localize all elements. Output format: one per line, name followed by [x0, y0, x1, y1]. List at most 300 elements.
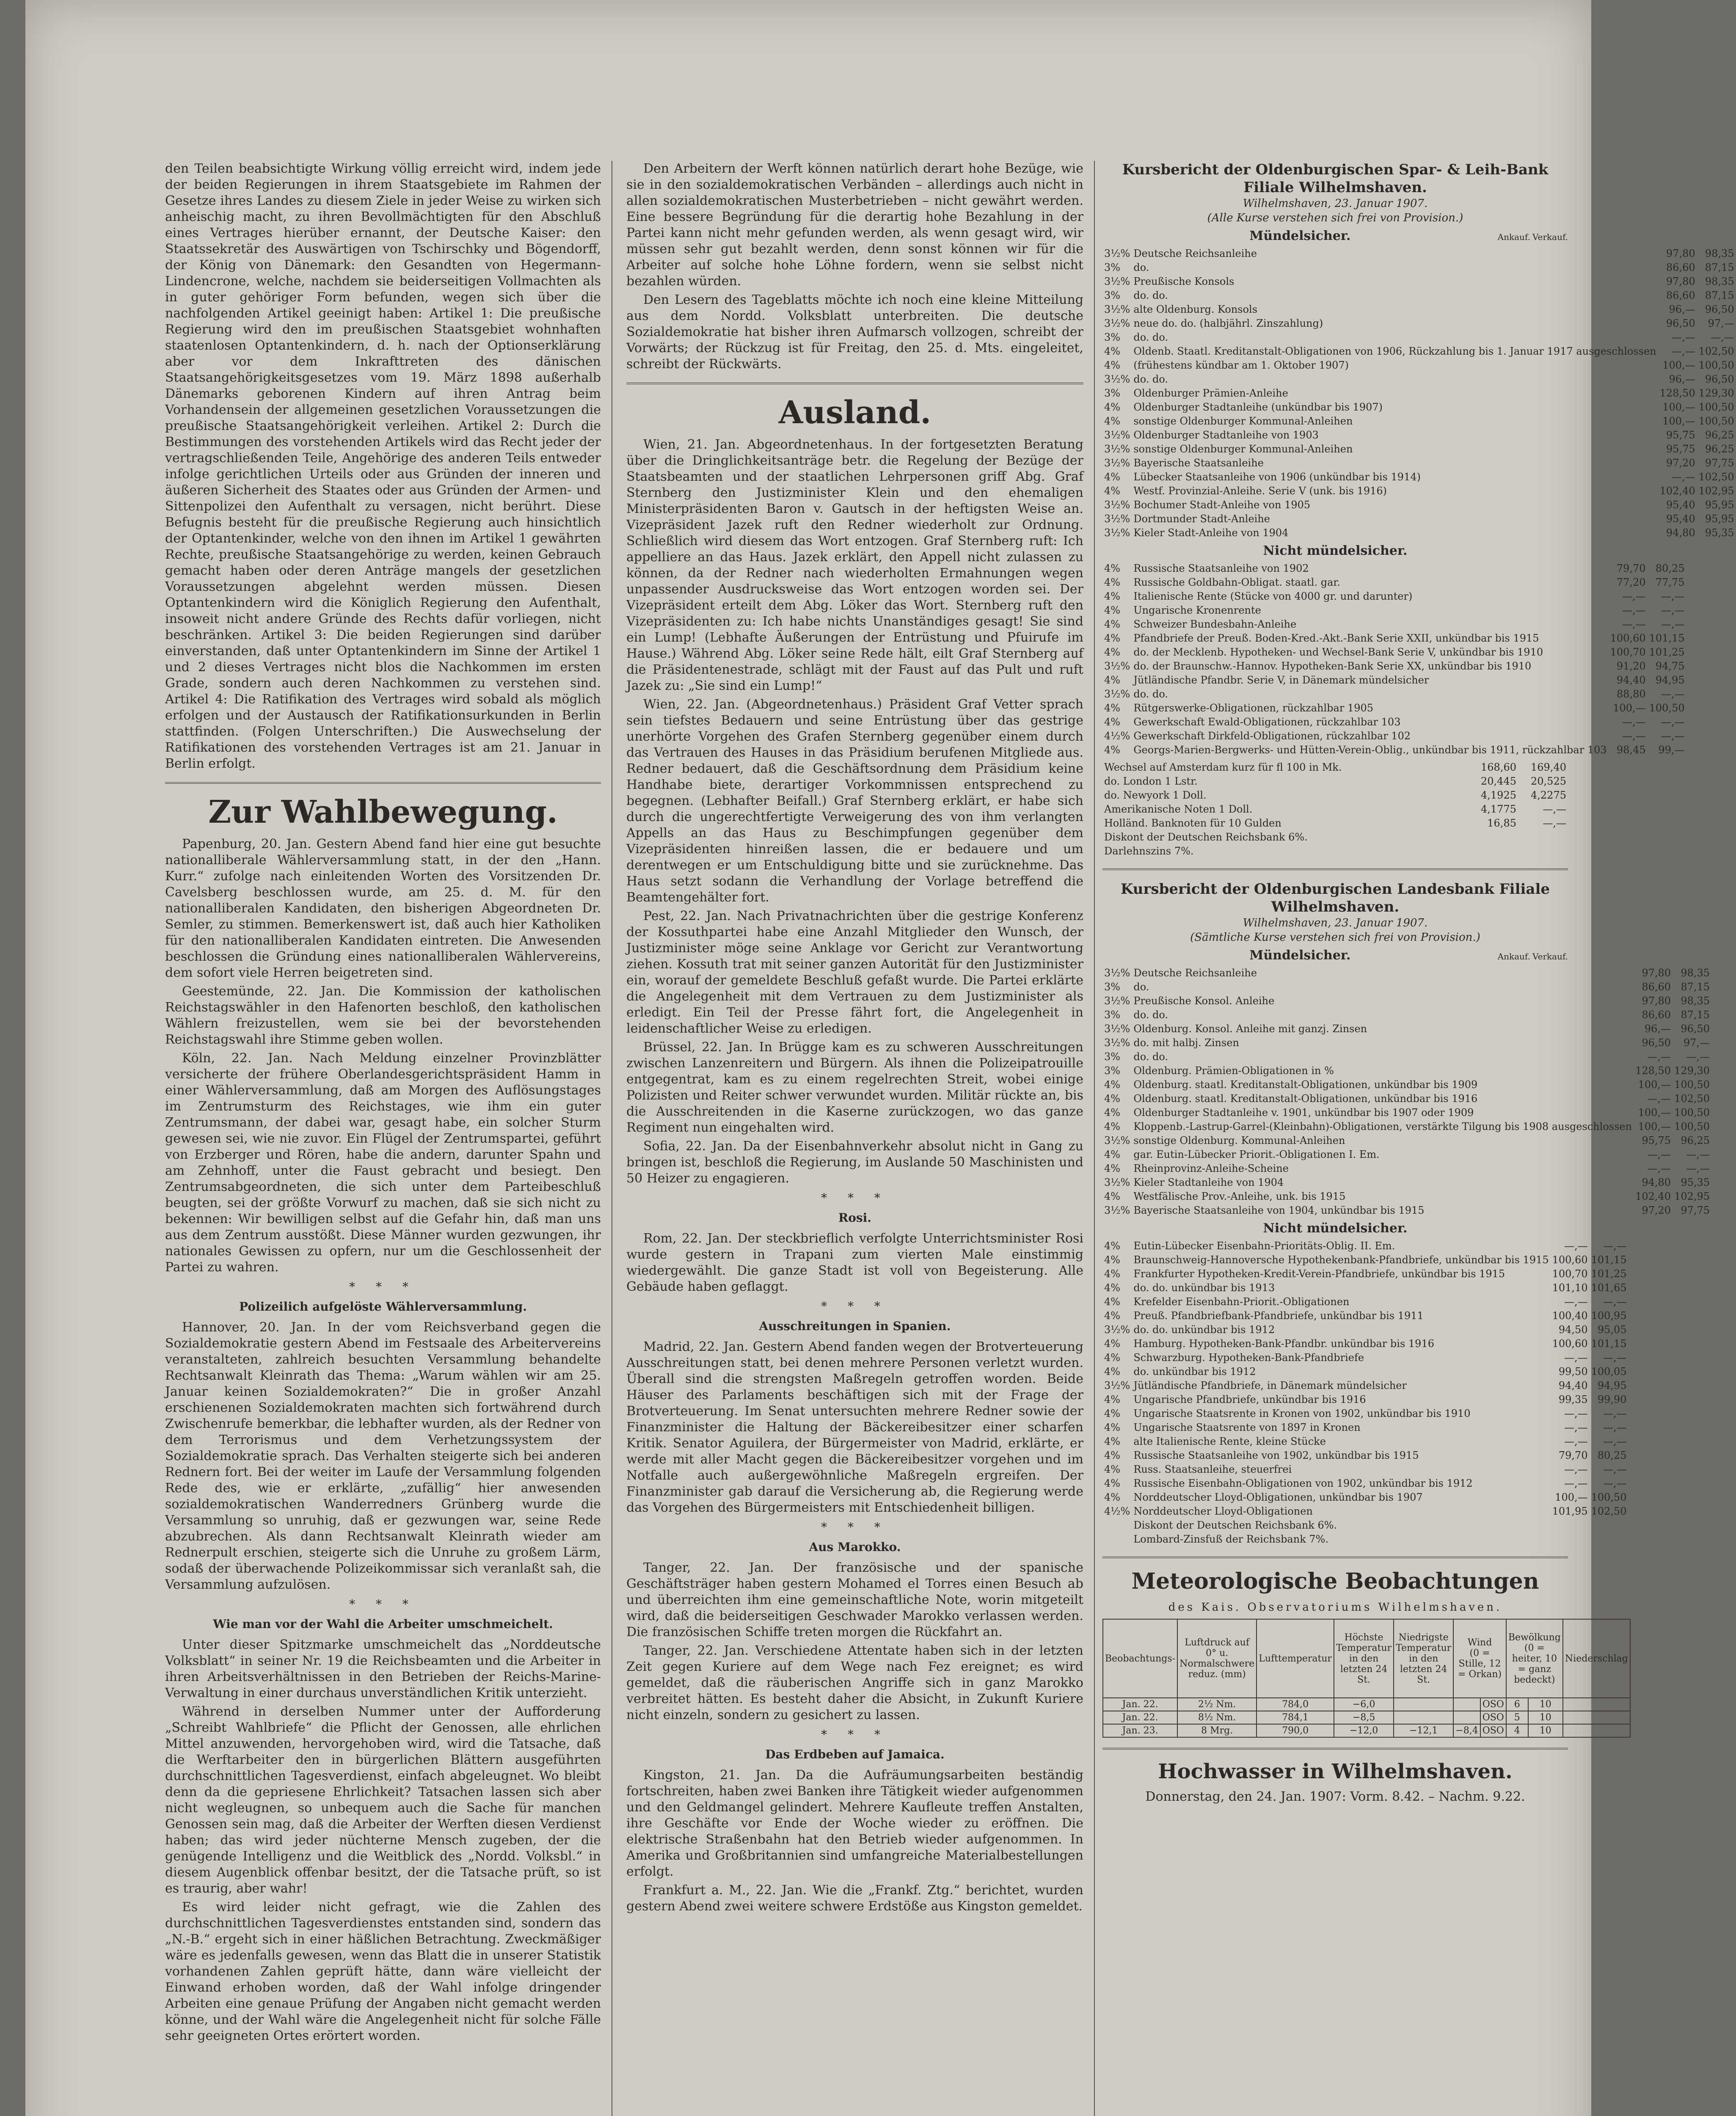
table-cell: 100,— [1638, 1121, 1671, 1132]
table-cell: 94,80 [1642, 1176, 1671, 1188]
table-row [1102, 428, 1736, 442]
table-row [1102, 994, 1711, 1008]
table-cell: 87,15 [1681, 981, 1710, 993]
column-2 [626, 161, 1083, 1917]
table-cell [1453, 1698, 1480, 1711]
table-cell: OSO [1480, 1698, 1506, 1711]
article-paragraph: Rom, 22. Jan. Der steckbrieflich verfolgte Unterrichtsminister Rosi wurde gestern in Trapani zum vierten Male einstimmig wiedergewählt. Die ganze Stadt ist voll von Begeisterung. Alle Gebäude haben geflaggt. [626, 1231, 1083, 1294]
table-cell: Oldenburg. staatl. Kreditanstalt-Obligationen, unkündbar bis 1916 [1133, 1093, 1478, 1105]
subhead-arbeiter: Wie man vor der Wahl die Arbeiter umschmeichelt. [213, 1617, 553, 1631]
table-cell: do. do. [1133, 289, 1168, 301]
table-row [1103, 1711, 1630, 1724]
table-row [1102, 1337, 1629, 1351]
table-cell: Darlehnszins 7%. [1104, 845, 1194, 857]
table-cell: 102,95 [1674, 1190, 1710, 1202]
table-row [1102, 673, 1686, 687]
table-cell: 101,25 [1591, 1268, 1627, 1280]
table-cell: 96,50 [1681, 1023, 1710, 1035]
col-verkauf: Verkauf. [1532, 951, 1568, 962]
table-cell: 86,60 [1642, 981, 1671, 993]
table-row [1103, 1698, 1630, 1711]
table-cell: —,— [1661, 590, 1685, 602]
table-cell: —,— [1564, 1435, 1588, 1447]
table-cell: 91,20 [1616, 660, 1646, 672]
table-cell: 100,50 [1698, 359, 1734, 371]
table-cell: 102,50 [1698, 471, 1734, 483]
table-row [1102, 1449, 1629, 1463]
heading-nicht-muendelsicher: Nicht mündelsicher. [1263, 1221, 1408, 1236]
table-row [1102, 715, 1686, 729]
table-cell: 100,— [1662, 415, 1695, 427]
met-table [1102, 1619, 1631, 1738]
table-cell: Norddeutscher Lloyd-Obligationen, unkündbar bis 1907 [1133, 1491, 1423, 1503]
table-cell: Westf. Provinzial-Anleihe. Serie V (unk. bis 1916) [1133, 485, 1387, 497]
met-header: Niedrigste Temperatur in den letzten 24 St. [1394, 1619, 1453, 1698]
table-cell: 3% [1104, 262, 1121, 273]
table-cell: 100,50 [1674, 1107, 1710, 1119]
table-cell: Eutin-Lübecker Eisenbahn-Prioritäts-Oblig. II. Em. [1133, 1240, 1395, 1252]
table-cell: (frühestens kündbar am 1. Oktober 1907) [1133, 359, 1349, 371]
kursbericht-spar-date: Wilhelmshaven, 23. Januar 1907. [1243, 197, 1428, 210]
article-paragraph: Pest, 22. Jan. Nach Privatnachrichten über die gestrige Konferenz der Kossuthpartei habe eine Anzahl Mitglieder den Wunsch, der Justizminister möge seine Anklage vor Gericht zur Verantwortung ziehen. Kossuth trat mit seiner ganzen Autorität für den Justizminister ein, worauf der gemeldete Beschluß gefaßt wurde. Die Partei erklärte die Angelegenheit mit dem Vertrauen zu dem Justizminister als erledigt. Ein Teil der Presse fährt fort, die Angelegenheit in leidenschaftlicher Weise zu erledigen. [626, 909, 1083, 1036]
table-cell: 95,40 [1666, 499, 1695, 511]
table-cell: 86,60 [1666, 289, 1695, 301]
table-row [1102, 1204, 1711, 1218]
separator-stars: * * * [821, 1520, 889, 1534]
table-cell: Schwarzburg. Hypotheken-Bank-Pfandbriefe [1133, 1352, 1364, 1364]
subhead-rosi: Rosi. [838, 1211, 872, 1225]
table-cell: 3% [1104, 387, 1121, 399]
kursbericht-lb-note: (Sämtliche Kurse verstehen sich frei von Provision.) [1190, 931, 1480, 944]
table-cell: 4% [1104, 1463, 1121, 1475]
table-row [1102, 1190, 1711, 1204]
table-cell: 4% [1104, 646, 1121, 658]
subhead-jamaica: Das Erdbeben auf Jamaica. [765, 1747, 945, 1761]
table-cell: —,— [1603, 1435, 1627, 1447]
table-cell: 4% [1104, 1408, 1121, 1419]
table-cell: —,— [1661, 688, 1685, 700]
table-cell: —,— [1647, 1093, 1671, 1105]
table-cell: 3½% [1104, 995, 1130, 1007]
table-cell: Jan. 22. [1103, 1698, 1177, 1711]
kursbericht-spar-title: Kursbericht der Oldenburgischen Spar- & Leih-Bank Filiale Wilhelmshaven. [1122, 161, 1549, 196]
table-cell: Oldenburger Stadtanleihe (unkündbar bis 1907) [1133, 401, 1383, 413]
table-cell: —,— [1564, 1422, 1588, 1433]
table-cell: −6,0 [1334, 1698, 1394, 1711]
table-cell: 3½% [1104, 1023, 1130, 1035]
table-cell: 4% [1104, 1449, 1121, 1461]
table-cell: 77,75 [1655, 576, 1685, 588]
table-cell: Wechsel auf Amsterdam kurz für fl 100 in Mk. [1104, 761, 1342, 773]
table-cell: 101,15 [1591, 1254, 1627, 1266]
table-cell: 94,80 [1666, 527, 1695, 539]
table-cell: —,— [1603, 1463, 1627, 1475]
table-cell: 95,05 [1597, 1324, 1627, 1336]
table-cell: 101,95 [1552, 1505, 1588, 1517]
article-paragraph: Den Arbeitern der Werft können natürlich derart hohe Bezüge, wie sie in den sozialdemokratischen Verbänden – allerdings auch nicht in allen sozialdemokratischen Musterbetrieben – nicht gewährt werden. Eine bessere Begründung für die derartig hohe Bezahlung in der Partei kann nicht mehr gefunden werden, als wenn gesagt wird, wir müssen sehr gut bezahlt werden, denn sonst können wir für die Arbeiter auf solche hohe Löhne fordern, wenn sie selbst nicht bezahlen würden. [626, 161, 1083, 289]
table-row [1102, 331, 1736, 344]
table-cell: 3% [1104, 1065, 1121, 1077]
table-cell: 6 [1506, 1698, 1528, 1711]
article-paragraph: Geestemünde, 22. Jan. Die Kommission der katholischen Reichstagswähler in den Hafenorten beschloß, den katholischen Wählern freizustellen, wem sie bei der bevorstehenden Reichstagswahl ihre Stimme geben wollen. [165, 984, 601, 1047]
table-cell [1563, 1724, 1630, 1737]
table-cell: Schweizer Bundesbahn-Anleihe [1133, 618, 1297, 630]
table-cell: −8,5 [1334, 1711, 1394, 1724]
table-cell: Kloppenb.-Lastrup-Garrel-(Kleinbahn)-Obligationen, verstärkte Tilgung bis 1908 ausgeschlossen [1133, 1121, 1632, 1132]
table-cell: 3½% [1104, 457, 1130, 469]
table-cell: —,— [1543, 817, 1566, 829]
table-cell: 94,95 [1655, 674, 1685, 686]
table-cell: 4% [1104, 1477, 1121, 1489]
table-cell: 97,80 [1642, 995, 1671, 1007]
table-cell: 100,— [1638, 1079, 1671, 1091]
article-paragraph: Brüssel, 22. Jan. In Brügge kam es zu schweren Ausschreitungen zwischen Lanzenreitern und Bürgern. Als ihnen die Polizeipatrouille entgegentrat, kam es zu einem regelrechten Streit, wobei einige Polizisten und Reiter schwer verwundet wurden. Militär rückte an, bis die Ausschreitenden in die Kaserne zurückzogen, wo das ganze Regiment nun eingehalten wird. [626, 1040, 1083, 1135]
table-cell: 100,70 [1552, 1268, 1588, 1280]
table-cell: 101,15 [1649, 632, 1685, 644]
table-cell [1468, 830, 1518, 844]
table-row [1102, 631, 1686, 645]
met-header: Bewölkung (0 = heiter, 10 = ganz bedeckt) [1506, 1619, 1563, 1698]
table-cell: 100,50 [1674, 1121, 1710, 1132]
table-cell: 102,40 [1659, 485, 1695, 497]
table-cell: do. do. unkündbar bis 1913 [1133, 1282, 1275, 1294]
table-cell: —,— [1603, 1352, 1627, 1364]
table-cell: OSO [1480, 1711, 1506, 1724]
table-cell: —,— [1647, 1051, 1671, 1063]
separator-stars: * * * [821, 1728, 889, 1741]
table-cell: Jütländische Pfandbr. Serie V, in Dänemark mündelsicher [1133, 674, 1429, 686]
table-cell: −8,4 [1453, 1724, 1480, 1737]
table-cell: 96,— [1669, 303, 1695, 315]
section-title-ausland: Ausland. [778, 394, 931, 431]
spar-table-muendel [1102, 247, 1736, 540]
spar-table-wechsel [1102, 760, 1568, 858]
table-cell: 80,25 [1597, 1449, 1627, 1461]
table-cell: 3½% [1104, 1176, 1130, 1188]
table-row [1102, 317, 1736, 331]
treaty-text: den Teilen beabsichtigte Wirkung völlig erreicht wird, indem jede der beiden Regierungen in ihrem Staatsgebiete im Rahmen der Gesetze ihres Landes zu diesem Ziele in jeder Weise zu wirken sich anheischig macht, zu ihren Bevollmächtigten für den Abschluß eines Vertrages hierüber ernannt, der Deutsche Kaiser: den Staatssekretär des Auswärtigen von Tschirschky und Bögendorff, der König von Dänemark: den Gesandten von Hegermann-Lindencrone, welche, nachdem sie beiderseitigen Vollmachten als in guter gehöriger Form befunden, wegen sich über die nachfolgenden Artikel geeinigt haben: Artikel 1: Die preußische Regierung wird den im preußischen Staatsgebiet wohnhaften staatenlosen Optantenkindern, d. h. nach der Optionserklärung aber vor dem Inkrafttreten des dänischen Staatsangehörigkeitsgesetzes vom 19. März 1898 außerhalb Dänemarks geborenen Kindern auf ihren Antrag beim Vorhandensein der allgemeinen gesetzlichen Voraussetzungen die preußische Staatsangehörigkeit verleihen. Artikel 2: Durch die Bestimmungen des vorstehenden Artikels wird das Recht jeder der vertragschließenden Teile, Angehörige des anderen Teils entweder infolge gerichtlichen Urteils oder aus Gründen der inneren und äußeren Sicherheit des Staates oder aus Gründen der Armen- und Sittenpolizei den Aufenthalt zu versagen, nicht berührt. Diese Befugnis besteht für die preußische Regierung auch hinsichtlich der Optantenkinder, welche von den ihnen im Artikel 1 gewährten Rechte, preußische Staatsangehörige zu werden, keinen Gebrauch gemacht haben oder deren Anträge mangels der gesetzlichen Voraussetzungen abgelehnt werden müssen. Diesen Optantenkindern wird die Königlich Regierung den Aufenthalt, insoweit nicht andere Gründe des Rechts dafür vorliegen, nicht beschränken. Artikel 3: Die beiden Regierungen sind darüber einverstanden, daß unter Optantenkindern im Sinne der Artikel 1 und 2 dieses Vertrages nicht blos die Nachkommen im ersten Grade, sondern auch deren Nachkommen zu verstehen sind. Artikel 4: Die Ratifikation des Vertrages wird sobald als möglich erfolgen und der Austausch der Ratifikationsurkunden in Berlin stattfinden. (Folgen Unterschriften.) Die Auswechselung der Ratifikationen des vorstehenden Vertrages ist am 21. Januar in Berlin erfolgt. [165, 161, 601, 771]
table-cell: 5 [1506, 1711, 1528, 1724]
lb-table-nicht-muendel [1102, 1239, 1629, 1546]
table-row [1102, 743, 1686, 757]
table-row [1102, 1267, 1629, 1281]
table-cell: do. unkündbar bis 1912 [1133, 1366, 1256, 1378]
table-cell: Italienische Rente (Stücke von 4000 gr. und darunter) [1133, 590, 1413, 602]
table-cell: 10 [1528, 1711, 1563, 1724]
table-row [1102, 372, 1736, 386]
table-row [1102, 1491, 1629, 1504]
table-row [1102, 980, 1711, 994]
lb-table-muendel [1102, 966, 1711, 1218]
table-cell: 4% [1104, 1491, 1121, 1503]
met-subtitle: des Kais. Observatoriums Wilhelmshaven. [1168, 1601, 1502, 1614]
met-header-wind: Wind (0 = Stille, 12 = Orkan) [1453, 1619, 1506, 1698]
table-row [1102, 830, 1568, 844]
table-cell: 16,85 [1487, 817, 1516, 829]
table-cell: 4% [1104, 345, 1121, 357]
table-cell: —,— [1543, 803, 1566, 815]
table-row [1102, 729, 1686, 743]
table-cell: —,— [1603, 1240, 1627, 1252]
table-cell: 97,75 [1705, 457, 1734, 469]
table-row [1102, 816, 1568, 830]
table-cell: 4% [1104, 1163, 1121, 1174]
table-row [1102, 386, 1736, 400]
table-cell [1590, 1518, 1629, 1532]
table-cell: —,— [1671, 471, 1695, 483]
table-cell: 3% [1104, 1009, 1121, 1021]
table-cell: Russische Staatsanleihe von 1902, unkündbar bis 1915 [1133, 1449, 1419, 1461]
table-cell: Deutsche Reichsanleihe [1133, 967, 1257, 979]
table-cell: Ungarische Staatsrente von 1897 in Kronen [1133, 1422, 1361, 1433]
table-cell: —,— [1564, 1408, 1588, 1419]
table-cell: 4% [1104, 1296, 1121, 1308]
table-cell [1394, 1711, 1453, 1724]
table-row [1102, 275, 1736, 289]
table-cell: 97,— [1683, 1037, 1710, 1049]
table-cell: do. do. [1133, 331, 1168, 343]
section-rule [1102, 1557, 1568, 1558]
table-cell: 102,95 [1698, 485, 1734, 497]
table-cell: Russische Goldbahn-Obligat. staatl. gar. [1133, 576, 1340, 588]
column-divider [1094, 161, 1095, 2116]
table-cell: —,— [1603, 1422, 1627, 1433]
table-cell: 4% [1104, 702, 1121, 714]
table-cell [1518, 830, 1568, 844]
table-cell: 97,20 [1666, 457, 1695, 469]
table-row [1102, 484, 1736, 498]
table-cell: 3½% [1104, 317, 1130, 329]
kursbericht-lb-title: Kursbericht der Oldenburgischen Landesbank Filiale Wilhelmshaven. [1120, 881, 1550, 915]
table-cell: 100,60 [1610, 632, 1646, 644]
article-paragraph: Es wird leider nicht gefragt, wie die Zahlen des durchschnittlichen Tagesverdienstes entstanden sind, sondern das „N.-B.“ ergeht sich in einer häßlichen Betrachtung. Zweckmäßiger wäre es jedenfalls gewesen, wenn das Blatt die in unserer Statistik vorhandenen Zahlen geprüft hätte, dann wäre vielleicht der Einwand erhoben worden, daß der Wahl infolge dringender Arbeiten eine genaue Prüfung der Angaben nicht gemacht werden könne, und der Wahl wäre die Angelegenheit nicht für solche Fälle sehr geeigneten Ortes erörtert worden. [165, 1900, 601, 2043]
table-row [1102, 1295, 1629, 1309]
table-cell: 94,50 [1558, 1324, 1588, 1336]
table-row [1102, 1134, 1711, 1148]
table-cell: 3½% [1104, 429, 1130, 441]
table-cell: 3% [1104, 289, 1121, 301]
article-paragraph: Frankfurt a. M., 22. Jan. Wie die „Frankf. Ztg.“ berichtet, wurden gestern Abend zwei weitere schwere Erdstöße aus Kingston gemeldet. [626, 1883, 1083, 1914]
table-cell: do. [1133, 262, 1149, 273]
table-cell: 4% [1104, 1268, 1121, 1280]
table-cell: —,— [1661, 730, 1685, 742]
table-cell: Bochumer Stadt-Anleihe von 1905 [1133, 499, 1311, 511]
table-cell: 96,25 [1705, 429, 1734, 441]
table-cell: 101,65 [1591, 1282, 1627, 1294]
table-cell: 4% [1104, 485, 1121, 497]
table-cell: 97,80 [1666, 248, 1695, 259]
table-row [1102, 645, 1686, 659]
table-cell: 2½ Nm. [1177, 1698, 1257, 1711]
table-cell: —,— [1564, 1296, 1588, 1308]
table-row [1102, 966, 1711, 980]
table-cell: 790,0 [1257, 1724, 1334, 1737]
table-cell: Jütländische Pfandbriefe, in Dänemark mündelsicher [1133, 1380, 1407, 1391]
table-cell: 102,50 [1674, 1093, 1710, 1105]
table-cell: Lübecker Staatsanleihe von 1906 (unkündbar bis 1914) [1133, 471, 1421, 483]
table-row [1102, 1008, 1711, 1022]
table-cell: 86,60 [1666, 262, 1695, 273]
table-row [1102, 261, 1736, 275]
table-cell: 4% [1104, 618, 1121, 630]
heading-muendelsicher: Mündelsicher. [1249, 229, 1351, 243]
table-cell: 4% [1104, 1093, 1121, 1105]
table-cell: 96,50 [1705, 373, 1734, 385]
table-cell: 4% [1104, 1310, 1121, 1322]
table-cell: Jan. 23. [1103, 1724, 1177, 1737]
table-cell: Preuß. Pfandbriefbank-Pfandbriefe, unkündbar bis 1911 [1133, 1310, 1424, 1322]
subhead-polizei: Polizeilich aufgelöste Wählerversammlung. [239, 1300, 527, 1314]
article-paragraph: Unter dieser Spitzmarke umschmeichelt das „Norddeutsche Volksblatt“ in seiner Nr. 19 die Reichsbeamten und die Arbeiter in ihren Arbeitsverhältnissen in den Betrieben der Reichs-Marine-Verwaltung in einer durchaus unverständlichen Kritik unterzieht. [165, 1637, 601, 1700]
article-paragraph: Den Lesern des Tageblatts möchte ich noch eine kleine Mitteilung aus dem Nordd. Volksblatt unterbreiten. Die deutsche Sozialdemokratie hat bisher ihren Aufmarsch vollzogen, schreibt der Vorwärts; der Rückzug ist für Freitag, den 25. d. Mts. eingeleitet, schreibt der Rückwärts. [626, 292, 1083, 372]
table-cell: do. [1133, 981, 1149, 993]
table-row [1102, 1407, 1629, 1421]
table-cell: 4% [1104, 415, 1121, 427]
table-cell: 3½% [1104, 276, 1130, 287]
table-row [1102, 470, 1736, 484]
table-cell: 100,50 [1591, 1491, 1627, 1503]
table-cell: Rheinprovinz-Anleihe-Scheine [1133, 1163, 1289, 1174]
table-cell: 96,25 [1705, 443, 1734, 455]
table-cell: 4% [1104, 1282, 1121, 1294]
table-row [1102, 526, 1736, 540]
table-cell: 3½% [1104, 1324, 1130, 1336]
table-cell: 169,40 [1531, 761, 1566, 773]
article-paragraph: Tanger, 22. Jan. Der französische und der spanische Geschäftsträger haben gestern Mohamed el Torres einen Besuch ab und überreichten ihm eine gemeinschaftliche Note, worin mitgeteilt wird, daß die beiderseitigen Geschwader Marokko verlassen werden. Die französischen Schiffe treten morgen die Rückfahrt an. [626, 1560, 1083, 1639]
table-cell: 3% [1104, 331, 1121, 343]
table-row [1102, 774, 1568, 788]
table-cell: Ungarische Pfandbriefe, unkündbar bis 1916 [1133, 1394, 1366, 1405]
table-cell: —,— [1661, 716, 1685, 728]
table-row [1102, 1050, 1711, 1064]
table-cell: 4% [1104, 1240, 1121, 1252]
table-cell: −12,1 [1394, 1724, 1453, 1737]
article-paragraph: Wien, 21. Jan. Abgeordnetenhaus. In der fortgesetzten Beratung über die Dringlichkeitsanträge betr. die Regelung der Bezüge der Staatsbeamten und der staatlichen Lehrpersonen griff Abg. Graf Sternberg den Justizminister Klein und den ehemaligen Ministerpräsidenten Baron v. Gautsch in der heftigsten Weise an. Vizepräsident Jazek ruft den Redner wiederholt zur Ordnung. Schließlich wird diesem das Wort entzogen. Graf Sternberg ruft: Ich appelliere an das Haus. Jazek erklärt, den Appell nicht zulassen zu können, da der Redner nach wiederholten Ermahnungen wegen unpassender Ausdrucksweise das Wort entzogen worden sei. Der Vizepräsident erteilt dem Abg. Löker das Wort. Sternberg ruft den Vizepräsidenten zu: Ich habe nichts Unanständiges gesagt! Sie sind ein Lump! (Lebhafte Äußerungen der Entrüstung und Pfuirufe im Hause.) Während Abg. Löker seine Rede hält, eilt Graf Sternberg auf die Präsidentenestrade, schlägt mit der Faust auf das Pult und ruft Jazek zu: „Sie sind ein Lump!“ [626, 437, 1083, 693]
table-cell: 96,— [1644, 1023, 1671, 1035]
table-row [1102, 1351, 1629, 1365]
table-cell: 87,15 [1705, 262, 1734, 273]
article-paragraph: Kingston, 21. Jan. Da die Aufräumungsarbeiten beständig fortschreiten, haben zwei Banken ihre Tätigkeit wieder aufgenommen und den Geldmangel gelindert. Mehrere Kaufleute treffen Anstalten, ihre Geschäfte vor Ende der Woche wieder zu eröffnen. Die elektrische Straßenbahn hat den Betrieb wieder aufgenommen. In Amerika und Großbritannien sind umfangreiche Materialbestellungen erfolgt. [626, 1768, 1083, 1879]
table-row [1102, 498, 1736, 512]
table-cell: 100,— [1555, 1491, 1588, 1503]
table-cell: 4% [1104, 562, 1121, 574]
table-row [1102, 400, 1736, 414]
table-row [1102, 562, 1686, 576]
table-cell: 4% [1104, 1149, 1121, 1160]
table-cell: —,— [1686, 1163, 1710, 1174]
table-cell: 128,50 [1659, 387, 1695, 399]
table-cell: 100,05 [1591, 1366, 1627, 1378]
table-cell: 168,60 [1481, 761, 1516, 773]
table-cell: 129,30 [1674, 1065, 1710, 1077]
table-cell: 101,15 [1591, 1338, 1627, 1350]
table-cell: sonstige Oldenburger Kommunal-Anleihen [1133, 415, 1353, 427]
table-cell: 3½% [1104, 499, 1130, 511]
article-paragraph: Sofia, 22. Jan. Da der Eisenbahnverkehr absolut nicht in Gang zu bringen ist, beschloß die Regierung, im Auslande 50 Maschinisten und 50 Heizer zu engagieren. [626, 1139, 1083, 1186]
table-row [1102, 1064, 1711, 1078]
table-cell: alte Italienische Rente, kleine Stücke [1133, 1435, 1326, 1447]
table-cell: Oldenburger Prämien-Anleihe [1133, 387, 1288, 399]
table-cell: 4,1775 [1481, 803, 1516, 815]
table-cell: sonstige Oldenburger Kommunal-Anleihen [1133, 443, 1353, 455]
table-cell: Pfandbriefe der Preuß. Boden-Kred.-Akt.-Bank Serie XXII, unkündbar bis 1915 [1133, 632, 1539, 644]
table-cell: 95,75 [1642, 1135, 1671, 1146]
column-3 [1102, 161, 1734, 1804]
table-cell: 4 [1506, 1724, 1528, 1737]
table-cell: 96,50 [1642, 1037, 1671, 1049]
section-rule [1102, 1748, 1568, 1750]
table-cell: Lombard-Zinsfuß der Reichsbank 7%. [1133, 1533, 1329, 1545]
table-cell: 4% [1104, 1338, 1121, 1350]
table-cell: Oldenburger Stadtanleihe von 1903 [1133, 429, 1319, 441]
table-cell: 3% [1104, 981, 1121, 993]
table-cell: 3½% [1104, 513, 1130, 525]
table-cell: Krefelder Eisenbahn-Priorit.-Obligationen [1133, 1296, 1350, 1308]
table-cell: do. do. [1133, 688, 1168, 700]
table-cell: —,— [1564, 1463, 1588, 1475]
table-cell: 97,20 [1642, 1204, 1671, 1216]
table-cell: 10 [1528, 1698, 1563, 1711]
table-cell: 20,525 [1531, 775, 1566, 787]
table-row [1102, 358, 1736, 372]
table-cell: 4½% [1104, 730, 1130, 742]
article-paragraph: Papenburg, 20. Jan. Gestern Abend fand hier eine gut besuchte nationalliberale Wählerversammlung statt, in der den „Hann. Kurr.“ zufolge nach einleitenden Worten des Vorsitzenden Dr. Cavelsberg beschlossen wurde, am 25. d. M. für den nationalliberalen Kandidaten, den bisherigen Abgeordneten Dr. Semler, zu stimmen. Bemerkenswert ist, daß auch hier Katholiken für den nationalliberalen Kandidaten eintreten. Die Anwesenden beschlossen die Gründung eines nationalliberalen Wählervereins, dem sofort viele Herren beigetreten sind. [165, 837, 601, 980]
table-cell: 3½% [1104, 303, 1130, 315]
table-cell: 3½% [1104, 1380, 1130, 1391]
table-cell: 98,35 [1705, 248, 1734, 259]
table-cell: Norddeutscher Lloyd-Obligationen [1133, 1505, 1313, 1517]
table-row [1102, 1463, 1629, 1477]
table-cell: Westfälische Prov.-Anleihe, unk. bis 1915 [1133, 1190, 1346, 1202]
table-cell: —,— [1622, 590, 1646, 602]
table-cell: 4% [1104, 1352, 1121, 1364]
table-row [1102, 247, 1736, 261]
table-cell: Oldenburger Stadtanleihe v. 1901, unkündbar bis 1907 oder 1909 [1133, 1107, 1474, 1119]
table-row [1102, 1504, 1629, 1518]
table-cell: 95,40 [1666, 513, 1695, 525]
table-cell: 77,20 [1616, 576, 1646, 588]
table-row [1102, 1379, 1629, 1393]
table-cell: Ungarische Kronenrente [1133, 604, 1261, 616]
hochwasser-text: Donnerstag, den 24. Jan. 1907: Vorm. 8.42. – Nachm. 9.22. [1145, 1789, 1525, 1804]
table-row [1102, 760, 1568, 774]
table-cell: 96,— [1669, 373, 1695, 385]
table-row [1102, 1477, 1629, 1491]
table-cell: 3½% [1104, 248, 1130, 259]
table-row [1102, 1518, 1629, 1532]
table-cell: 3½% [1104, 443, 1130, 455]
table-cell: Georgs-Marien-Bergwerks- und Hütten-Verein-Oblig., unkündbar bis 1911, rückzahlbar 103 [1133, 744, 1607, 756]
table-cell: 4% [1104, 1366, 1121, 1378]
table-cell: 95,95 [1705, 499, 1734, 511]
section-rule [626, 383, 1083, 384]
table-cell: do. Newyork 1 Doll. [1104, 789, 1207, 801]
table-cell: 20,445 [1481, 775, 1516, 787]
table-row [1102, 590, 1686, 603]
subhead-spanien: Ausschreitungen in Spanien. [759, 1319, 951, 1333]
table-cell: Ungarische Staatsrente in Kronen von 1902, unkündbar bis 1910 [1133, 1408, 1471, 1419]
table-cell: 3½% [1104, 527, 1130, 539]
table-cell: 4% [1104, 401, 1121, 413]
table-cell [1518, 844, 1568, 858]
table-cell: 4% [1104, 632, 1121, 644]
table-cell: 99,35 [1558, 1394, 1588, 1405]
table-cell: 97,80 [1642, 967, 1671, 979]
table-cell: 4% [1104, 590, 1121, 602]
table-cell: —,— [1686, 1149, 1710, 1160]
table-cell: 95,35 [1681, 1176, 1710, 1188]
table-cell: 129,30 [1698, 387, 1734, 399]
